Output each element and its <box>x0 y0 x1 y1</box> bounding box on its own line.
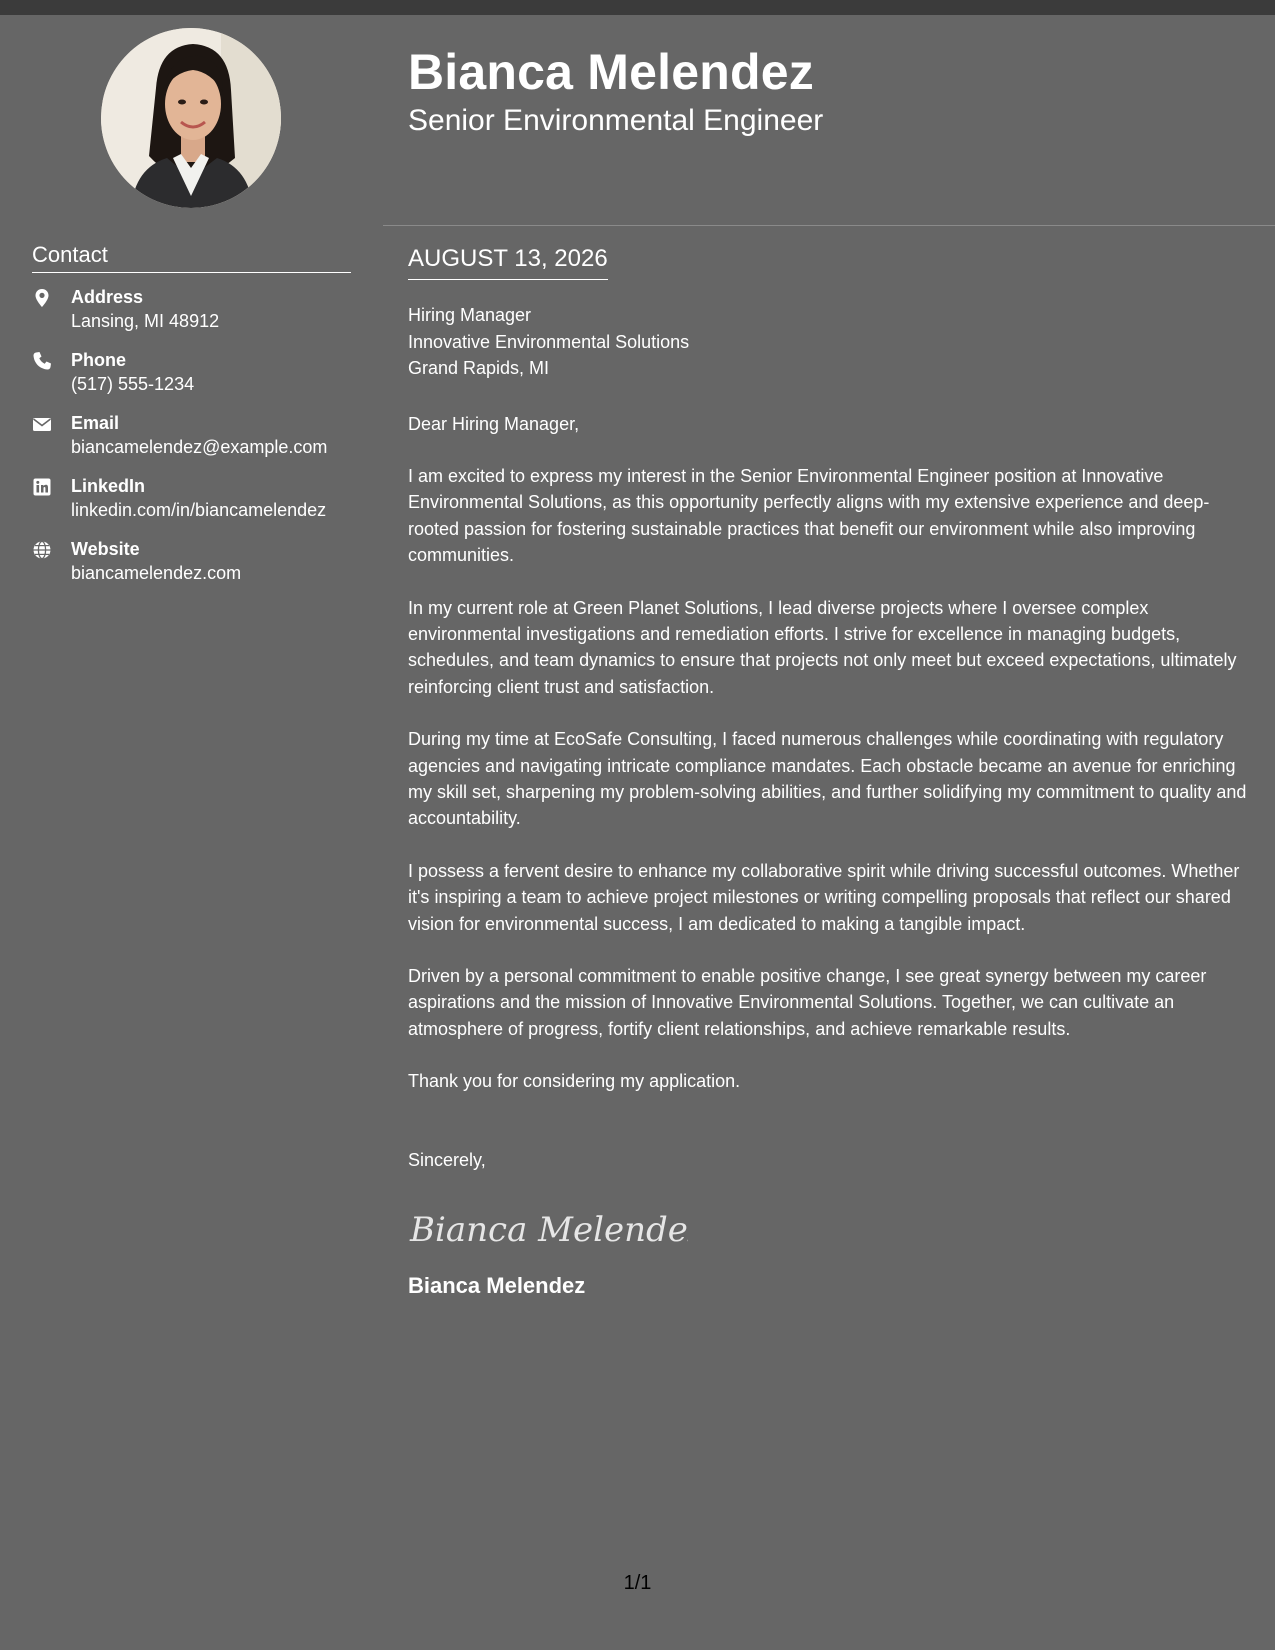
closing: Sincerely, <box>408 1149 486 1170</box>
salutation: Dear Hiring Manager, <box>408 413 580 434</box>
website-value[interactable]: biancamelendez.com <box>71 563 242 583</box>
signer-name: Bianca Melendez <box>408 1273 586 1299</box>
contact-item-phone <box>32 348 362 411</box>
contact-item-website <box>32 537 362 600</box>
letter-paragraph: I am excited to express my interest in the Senior Environmental Engineer position at Innovative Environmental Solutions, as this opportunity perfectly aligns with my extensive experience and deep-rooted passion for fostering sustainable practices that benefit our environment while also improving communities. <box>408 465 1210 566</box>
globe-icon <box>32 540 52 560</box>
job-title: Senior Environmental Engineer <box>408 104 824 137</box>
profile-photo <box>101 28 281 208</box>
contact-label: LinkedIn <box>71 476 146 496</box>
letter-paragraph: In my current role at Green Planet Solutions, I lead diverse projects where I oversee complex environmental investigations and remediation efforts. I strive for excellence in managing budgets, schedules, and team dynamics to ensure that projects not only meet but exceed expectations, ultimately reinforcing client trust and satisfaction. <box>408 597 1237 697</box>
contact-heading: Contact <box>32 241 351 273</box>
top-bar <box>0 0 1275 15</box>
contact-label: Email <box>71 413 120 433</box>
letter-paragraph: I possess a fervent desire to enhance my collaborative spirit while driving successful outcomes. Whether it's inspiring a team to achieve project milestones or writing compelling proposals that reflect our shared vision for environmental success, I am dedicated to making a tangible impact. <box>408 860 1240 934</box>
contact-label: Phone <box>71 350 127 370</box>
sidebar <box>0 15 383 1650</box>
phone-value[interactable]: (517) 555-1234 <box>71 374 195 394</box>
recipient-line: Grand Rapids, MI <box>408 358 550 378</box>
signature-image <box>408 1199 1248 1259</box>
contact-item-address <box>32 285 362 348</box>
header-divider <box>383 225 1275 226</box>
page-number: 1/1 <box>623 1572 652 1594</box>
signature-text: Bianca Melendez <box>410 1210 688 1251</box>
map-pin-icon <box>32 288 52 308</box>
linkedin-value[interactable]: linkedin.com/in/biancamelendez <box>71 500 327 520</box>
email-value[interactable]: biancamelendez@example.com <box>71 437 328 457</box>
recipient-line: Hiring Manager <box>408 305 532 325</box>
contact-item-linkedin <box>32 474 362 537</box>
letter-paragraph: Driven by a personal commitment to enable positive change, I see great synergy between my career aspirations and the mission of Innovative Environmental Solutions. Together, we can cultivate an atmosphere of progress, fortify client relationships, and achieve remarkable results. <box>408 966 1207 1039</box>
letter-body <box>408 302 1248 1299</box>
contact-item-email <box>32 411 362 474</box>
contact-label: Address <box>71 287 144 307</box>
contact-list <box>32 285 362 600</box>
phone-icon <box>32 351 52 371</box>
contact-label: Website <box>71 539 140 559</box>
applicant-name: Bianca Melendez <box>408 44 814 100</box>
letter-paragraph: Thank you for considering my application. <box>408 1071 741 1092</box>
recipient-line: Innovative Environmental Solutions <box>408 331 690 352</box>
letter-paragraph: During my time at EcoSafe Consulting, I faced numerous challenges while coordinating with regulatory agencies and navigating intricate compliance mandates. Each obstacle became an avenue for enriching my skill set, sharpening my problem-solving abilities, and further solidifying my commitment to quality and accountability. <box>408 729 1247 829</box>
letter-date: AUGUST 13, 2026 <box>408 244 608 280</box>
envelope-icon <box>32 414 52 434</box>
address-value: Lansing, MI 48912 <box>71 311 220 331</box>
recipient-block <box>408 302 1248 382</box>
linkedin-icon <box>32 477 52 497</box>
